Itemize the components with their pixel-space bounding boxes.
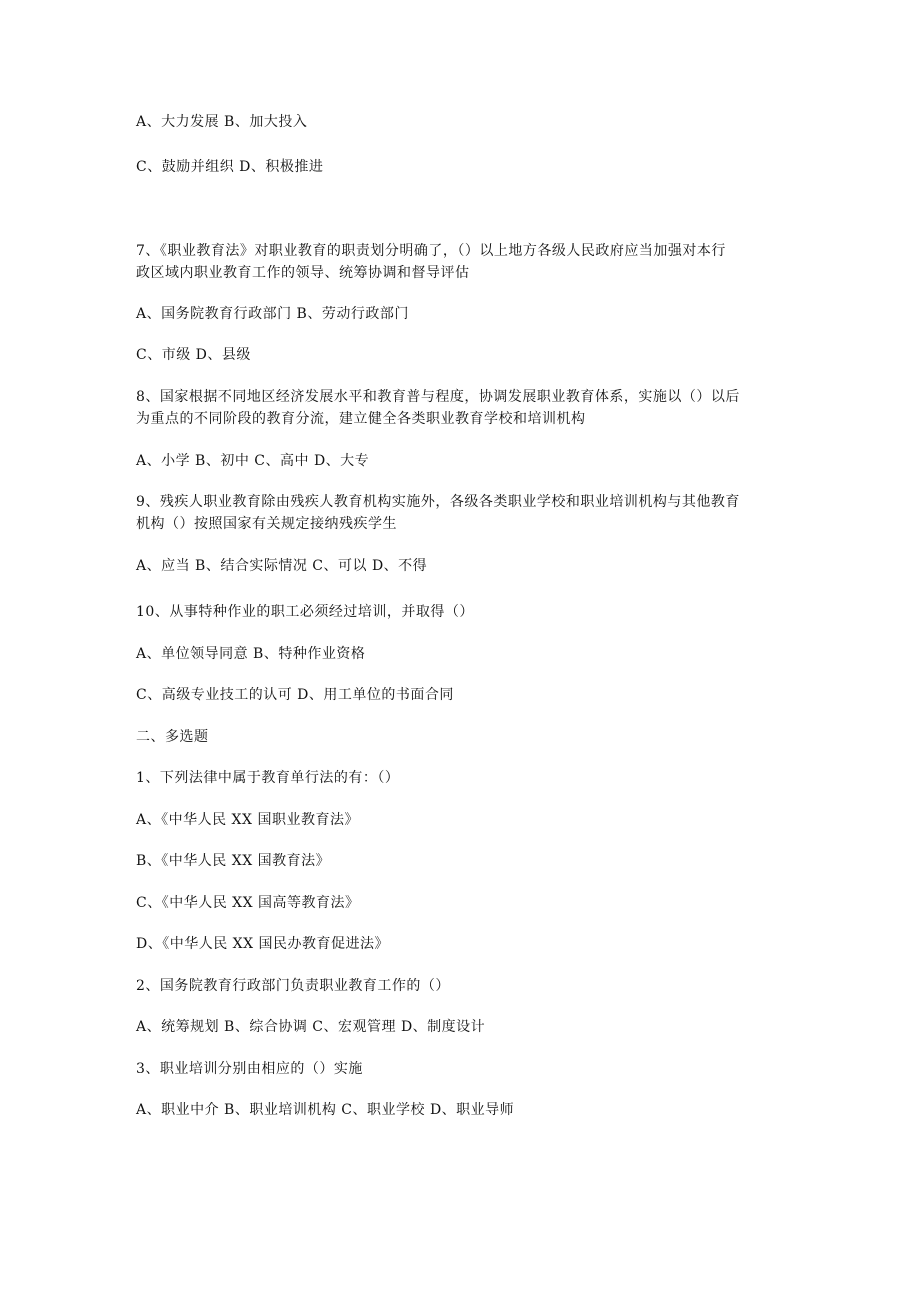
- q9-stem-line-2: 机构（）按照国家有关规定接纳残疾学生: [136, 516, 397, 532]
- mq2-stem: 2、国务院教育行政部门负责职业教育工作的（）: [136, 978, 450, 994]
- q7-stem-line-2: 政区域内职业教育工作的领导、统筹协调和督导评估: [136, 265, 470, 281]
- q10-options-c-d: C、高级专业技工的认可 D、用工单位的书面合同: [136, 687, 454, 703]
- mq1-stem: 1、下列法律中属于教育单行法的有：（）: [136, 770, 400, 786]
- q8-options: A、小学 B、初中 C、高中 D、大专: [136, 453, 370, 469]
- section-heading-multiple-choice: 二、多选题: [136, 729, 209, 745]
- q7-options-c-d: C、市级 D、县级: [136, 347, 251, 363]
- q7-stem-line-1: 7、《职业教育法》对职业教育的职责划分明确了，（）以上地方各级人民政府应当加强对本行: [136, 243, 726, 259]
- q10-stem: 10、从事特种作业的职工必须经过培训，并取得（）: [136, 604, 474, 620]
- mq1-option-d: D、《中华人民 XX 国民办教育促进法》: [136, 936, 390, 952]
- q7-options-a-b: A、国务院教育行政部门 B、劳动行政部门: [136, 306, 409, 322]
- q8-stem-line-2: 为重点的不同阶段的教育分流，建立健全各类职业教育学校和培训机构: [136, 411, 586, 427]
- mq2-options: A、统筹规划 B、综合协调 C、宏观管理 D、制度设计: [136, 1019, 486, 1035]
- mq3-stem: 3、职业培训分别由相应的（）实施: [136, 1061, 363, 1077]
- mq1-option-a: A、《中华人民 XX 国职业教育法》: [136, 812, 359, 828]
- q6-options-a-b: A、大力发展 B、加大投入: [136, 114, 308, 130]
- q9-options: A、应当 B、结合实际情况 C、可以 D、不得: [136, 558, 428, 574]
- mq1-option-b: B、《中华人民 XX 国教育法》: [136, 853, 331, 869]
- mq1-option-c: C、《中华人民 XX 国高等教育法》: [136, 895, 360, 911]
- q6-options-c-d: C、鼓励并组织 D、积极推进: [136, 159, 324, 175]
- q9-stem-line-1: 9、残疾人职业教育除由残疾人教育机构实施外，各级各类职业学校和职业培训机构与其他教育: [136, 494, 740, 510]
- q10-options-a-b: A、单位领导同意 B、特种作业资格: [136, 646, 366, 662]
- q8-stem-line-1: 8、国家根据不同地区经济发展水平和教育普与程度，协调发展职业教育体系，实施以（）以后: [136, 389, 740, 405]
- mq3-options: A、职业中介 B、职业培训机构 C、职业学校 D、职业导师: [136, 1102, 515, 1118]
